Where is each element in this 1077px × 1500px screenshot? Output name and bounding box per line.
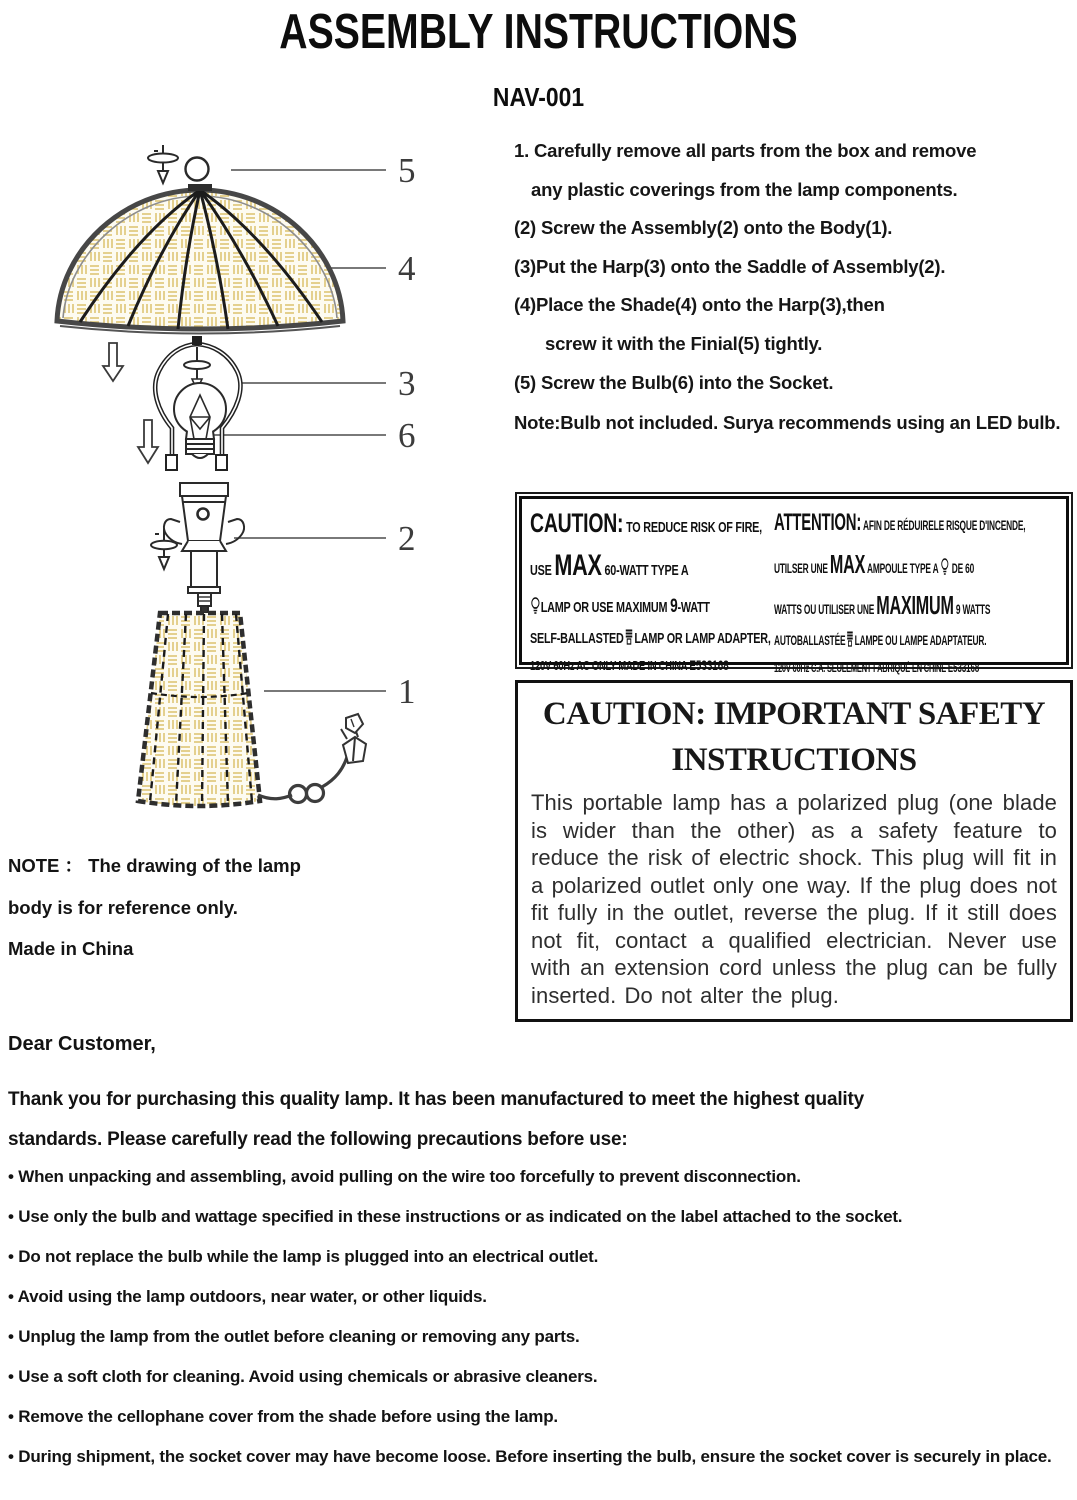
- part-number-harp: 3: [398, 364, 416, 403]
- bulb-icon: [941, 558, 949, 575]
- part-number-assembly: 2: [398, 519, 416, 558]
- lamp-exploded-diagram: [10, 133, 480, 835]
- salutation: Dear Customer,: [8, 1033, 156, 1055]
- assembly-steps: [514, 132, 1076, 438]
- safety-body-text: This portable lamp has a polarized plug (one blade is wider than the other) as a safety feature to reduce the risk of electric shock. This plug will fit in a polarized outlet only one way. If the plug does not fit fully in the outlet, reverse the plug. If it still does not fit, contact a qualified electrician. Never use with an extension cord unless the plug can be fully inserted. Do not alter the plug.: [531, 790, 1057, 1008]
- cfl-bulb-icon: [624, 628, 633, 645]
- customer-section: [8, 1033, 1072, 1481]
- step-line: any plastic coverings from the lamp components.: [531, 178, 958, 200]
- cfl-bulb-icon: [846, 630, 854, 647]
- made-in-china: Made in China: [8, 938, 134, 959]
- finial-part: [148, 145, 209, 183]
- certification-number: E533168: [947, 661, 980, 675]
- precaution-item: • When unpacking and assembling, avoid pulling on the wire too forcefully to prevent disconnection.: [8, 1167, 801, 1186]
- finial-ring: [186, 158, 209, 181]
- precaution-item: • Avoid using the lamp outdoors, near water, or other liquids.: [8, 1287, 487, 1306]
- body-part: [138, 613, 260, 806]
- precaution-item: • Use only the bulb and wattage specified in these instructions or as indicated on the label attached to the socket.: [8, 1207, 903, 1226]
- precaution-list: [8, 1161, 1072, 1474]
- part-number-finial: 5: [398, 151, 416, 190]
- power-cord: [258, 757, 347, 803]
- screw-icon: [151, 529, 177, 569]
- down-arrow-icon: [103, 343, 123, 381]
- part-number-shade: 4: [398, 249, 416, 288]
- down-arrow-icon: [138, 420, 158, 463]
- step-line: (4)Place the Shade(4) onto the Harp(3),then: [514, 294, 885, 316]
- shade-part: [57, 184, 343, 334]
- attention-word: ATTENTION:: [774, 509, 862, 536]
- note-line: body is for reference only.: [8, 896, 238, 918]
- socket-assembly-part: [164, 483, 244, 613]
- important-safety-label: [515, 680, 1073, 1022]
- step-line: screw it with the Finial(5) tightly.: [545, 332, 823, 354]
- wattage-caution-label: [515, 492, 1073, 675]
- precaution-item: • Do not replace the bulb while the lamp is plugged into an electrical outlet.: [8, 1247, 599, 1266]
- intro-line: standards. Please carefully read the following precautions before use:: [8, 1129, 628, 1150]
- bulb-icon: [531, 597, 540, 614]
- precaution-item: • Unplug the lamp from the outlet before cleaning or removing any parts.: [8, 1327, 580, 1346]
- part-number-body: 1: [398, 672, 416, 711]
- safety-heading-line1: CAUTION: IMPORTANT SAFETY: [542, 696, 1046, 732]
- wattage-label-french: ATTENTION: AFIN DE RÉDUIRELE RISQUE D'INCENDE, UTILSER UNE MAX AMPOULE TYPE A DE 60 WATTS OU UTILISER UNE MAXIMUM 9 WATTS AUTOBALLASTÉE LAMPE OU LAMPE ADAPTATEUR. 120V 60Hz C.A. SEULEMENT FABRIQUÉ EN CHINE E533168: [774, 509, 1026, 675]
- bulb-part: [174, 383, 226, 458]
- precaution-item: • Remove the cellophane cover from the shade before using the lamp.: [8, 1407, 558, 1426]
- step-line: (3)Put the Harp(3) onto the Saddle of Assembly(2).: [514, 255, 946, 277]
- model-number: NAV-001: [492, 82, 585, 112]
- part-number-bulb: 6: [398, 416, 416, 455]
- precaution-item: • Use a soft cloth for cleaning. Avoid using chemicals or abrasive cleaners.: [8, 1367, 598, 1386]
- safety-heading-line2: INSTRUCTIONS: [671, 742, 917, 778]
- note-line: NOTE ： The drawing of the lamp: [8, 855, 301, 876]
- caution-word: CAUTION:: [530, 508, 624, 538]
- page-title: ASSEMBLY INSTRUCTIONS: [279, 5, 798, 59]
- certification-number: E533168: [689, 658, 729, 673]
- step-line: (5) Screw the Bulb(6) into the Socket.: [514, 371, 834, 393]
- precaution-item: • During shipment, the socket cover may have become loose. Before inserting the bulb, ensure the socket cover is securely in place.: [8, 1447, 1052, 1466]
- intro-line: Thank you for purchasing this quality lamp. It has been manufactured to meet the highest quality: [8, 1089, 864, 1110]
- reference-note: [8, 845, 428, 970]
- step-line: (2) Screw the Assembly(2) onto the Body(1).: [514, 217, 893, 239]
- bulb-note: Note:Bulb not included. Surya recommends using an LED bulb.: [514, 412, 1061, 434]
- wattage-label-english: CAUTION: TO REDUCE RISK OF FIRE, USE MAX 60-WATT TYPE A LAMP OR USE MAXIMUM 9-WATT SELF-BALLASTED LAMP OR LAMP ADAPTER, 120V 60Hz AC ONLY MADE IN CHINA E533168: [530, 508, 771, 673]
- plug: [341, 714, 366, 763]
- step-line: 1. Carefully remove all parts from the box and remove: [514, 140, 977, 161]
